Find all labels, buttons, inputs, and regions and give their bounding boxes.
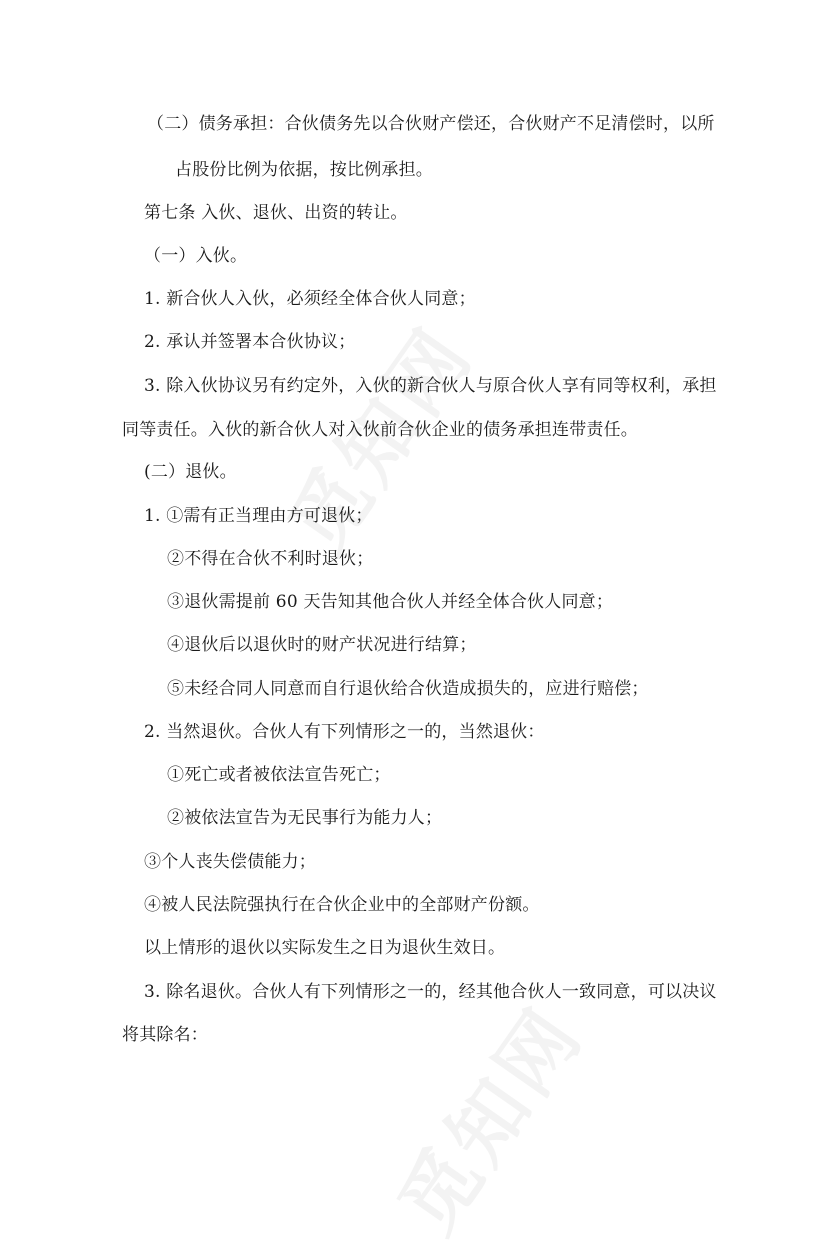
list-subitem: ①死亡或者被依法宣告死亡； [167,765,391,785]
list-item: 3. 除入伙协议另有约定外，入伙的新合伙人与原合伙人享有同等权利，承担 [144,376,717,396]
paragraph-line: （二）债务承担：合伙债务先以合伙财产偿还，合伙财产不足清偿时，以所 [147,114,715,134]
list-subitem: ③个人丧失偿债能力； [144,852,316,872]
paragraph-line: 占股份比例为依据，按比例承担。 [175,160,433,180]
list-subitem: ④退伙后以退伙时的财产状况进行结算； [167,635,477,655]
list-subitem: ④被人民法院强执行在合伙企业中的全部财产份额。 [144,895,540,915]
list-item: 2. 当然退伙。合伙人有下列情形之一的，当然退伙： [144,722,545,742]
paragraph-line: 同等责任。入伙的新合伙人对入伙前合伙企业的债务承担连带责任。 [122,420,638,440]
paragraph-line: 将其除名： [122,1025,208,1045]
list-subitem: ②被依法宣告为无民事行为能力人； [167,808,443,828]
section-heading: (二）退伙。 [144,462,237,482]
list-item: 1. ①需有正当理由方可退伙； [144,506,373,526]
watermark [368,981,604,1251]
list-item: 3. 除名退伙。合伙人有下列情形之一的，经其他合伙人一致同意，可以决议 [144,982,717,1002]
article-heading: 第七条 入伙、退伙、出资的转让。 [144,203,408,223]
list-item: 2. 承认并签署本合伙协议； [144,332,356,352]
list-subitem: ②不得在合伙不利时退伙； [167,549,374,569]
list-subitem: ③退伙需提前 60 天告知其他合伙人并经全体合伙人同意； [167,592,614,612]
list-item: 1. 新合伙人入伙，必须经全体合伙人同意； [144,289,476,309]
section-heading: （一）入伙。 [144,246,248,266]
list-subitem: ⑤未经合同人同意而自行退伙给合伙造成损失的，应进行赔偿； [167,679,649,699]
paragraph-line: 以上情形的退伙以实际发生之日为退伙生效日。 [144,938,506,958]
